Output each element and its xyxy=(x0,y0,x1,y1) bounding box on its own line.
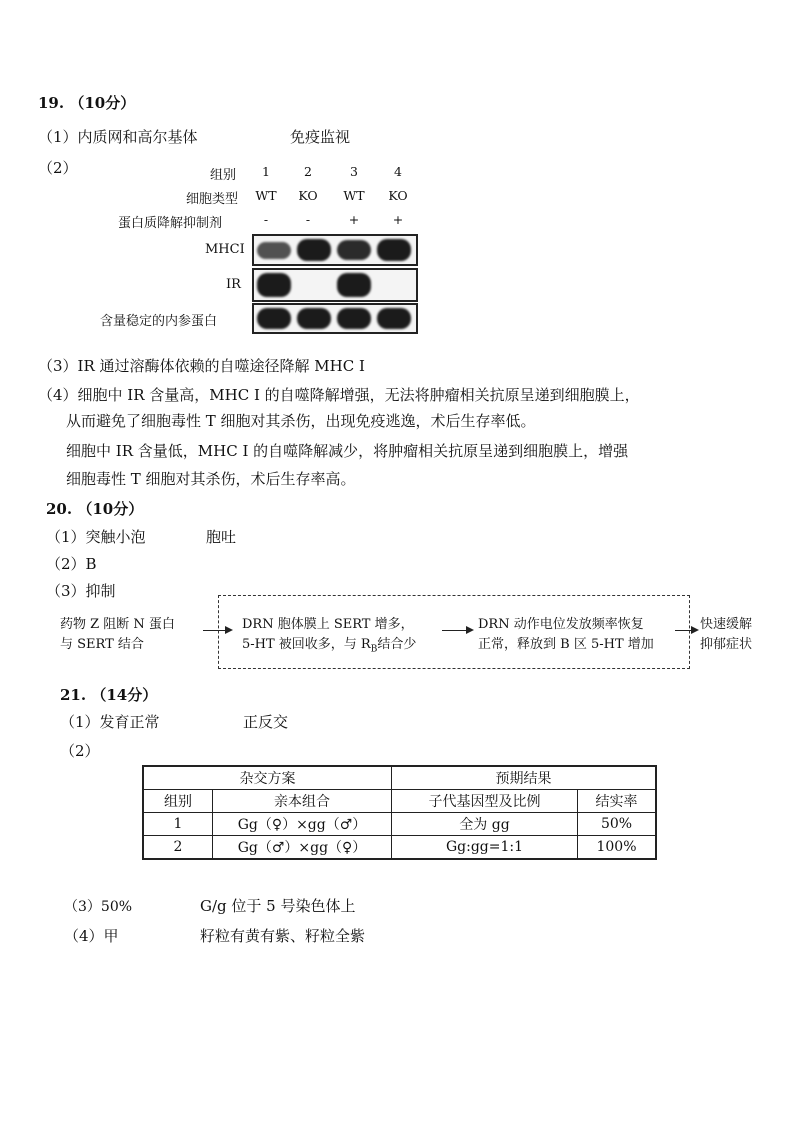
gel-row-header-celltype: 细胞类型 xyxy=(186,192,239,207)
table-cell: Gg（♀）×gg（♂） xyxy=(213,813,392,836)
gel-band-ref-2 xyxy=(297,308,331,329)
q19-part3-answer: （3）IR 通过溶酶体依赖的自噬途径降解 MHC I xyxy=(38,357,365,375)
gel-row-header-group: 组别 xyxy=(210,168,237,183)
table-cell: 1 xyxy=(143,813,213,836)
q20-part1-answer2: 胞吐 xyxy=(206,528,237,546)
q19-part4-line1: （4）细胞中 IR 含量高，MHC I 的自噬降解增强，无法将肿瘤相关抗原呈递到细胞膜上， xyxy=(38,386,640,404)
q19-part4-line2: 从而避免了细胞毒性 T 细胞对其杀伤，出现免疫逃逸，术后生存率低。 xyxy=(66,412,536,430)
gel-band-ref-4 xyxy=(377,308,411,329)
gel-group-1: 1 xyxy=(262,164,270,179)
flow-step2-line2 xyxy=(242,633,416,655)
table-cell: 全为 gg xyxy=(392,813,578,836)
flow-step3-line2: 正常，释放到 B 区 5-HT 增加 xyxy=(478,637,654,652)
q21-part2-label: （2） xyxy=(60,742,100,760)
table-subheader-seedset: 结实率 xyxy=(578,790,657,813)
flow-step2-line2-a: 5-HT 被回收多，与 R xyxy=(242,637,371,652)
table-subheader-offspring: 子代基因型及比例 xyxy=(392,790,578,813)
q21-part4-answer2: 籽粒有黄有紫、籽粒全紫 xyxy=(200,927,366,945)
gel-lane-ref xyxy=(252,303,418,334)
gel-band-mhci-2 xyxy=(297,239,331,261)
table-header-scheme: 杂交方案 xyxy=(143,766,392,790)
gel-band-mhci-1 xyxy=(257,242,291,259)
gel-band-ref-3 xyxy=(337,308,371,329)
flow-dashed-box xyxy=(218,595,690,669)
flow-step1-line1: 药物 Z 阻断 N 蛋白 xyxy=(60,617,175,632)
flow-step2-subscript: B xyxy=(370,644,378,655)
gel-label-mhci: MHCI xyxy=(205,242,245,257)
table-cell: Gg（♂）×gg（♀） xyxy=(213,836,392,860)
gel-group-2: 2 xyxy=(304,164,312,179)
gel-row-header-inhibitor: 蛋白质降解抑制剂 xyxy=(118,216,223,231)
q19-part2-label: （2） xyxy=(38,159,78,177)
gel-label-ref: 含量稳定的内参蛋白 xyxy=(100,314,218,329)
gel-inhibitor-2: - xyxy=(305,212,311,227)
q21-part4-answer: （4）甲 xyxy=(64,927,119,945)
gel-inhibitor-1: - xyxy=(263,212,269,227)
table-cell: 100% xyxy=(578,836,657,860)
q20-heading: 20. （10分） xyxy=(46,500,144,518)
gel-band-ir-1 xyxy=(257,273,291,297)
gel-group-3: 3 xyxy=(350,164,358,179)
table-cell: 50% xyxy=(578,813,657,836)
q20-part3-answer: （3）抑制 xyxy=(46,582,116,600)
table-subheader-parents: 亲本组合 xyxy=(213,790,392,813)
q19-heading: 19. （10分） xyxy=(38,94,136,112)
gel-inhibitor-3: + xyxy=(348,212,360,227)
table-header-result: 预期结果 xyxy=(392,766,657,790)
gel-lane-mhci xyxy=(252,234,418,266)
table-cell: Gg:gg=1:1 xyxy=(392,836,578,860)
gel-lane-ir xyxy=(252,268,418,302)
flow-arrow-3 xyxy=(675,630,697,631)
table-header-row xyxy=(143,766,656,790)
flow-step2-line1: DRN 胞体膜上 SERT 增多， xyxy=(242,617,414,632)
gel-celltype-1: WT xyxy=(255,188,277,203)
flow-step1-line2: 与 SERT 结合 xyxy=(60,637,144,652)
gel-label-ir: IR xyxy=(226,277,241,292)
q19-part1-answer: （1）内质网和高尔基体 xyxy=(38,128,198,146)
table-row xyxy=(143,836,656,860)
gel-band-mhci-3 xyxy=(337,240,371,260)
table-row xyxy=(143,813,656,836)
q20-part1-answer: （1）突触小泡 xyxy=(46,528,146,546)
gel-celltype-4: KO xyxy=(388,188,408,203)
q19-part4-line4: 细胞毒性 T 细胞对其杀伤，术后生存率高。 xyxy=(66,470,356,488)
gel-celltype-3: WT xyxy=(343,188,365,203)
gel-band-ref-1 xyxy=(257,308,291,329)
gel-celltype-2: KO xyxy=(298,188,318,203)
flow-step4-line2: 抑郁症状 xyxy=(700,637,753,652)
gel-band-mhci-4 xyxy=(377,239,411,261)
flow-step2-line2-b: 结合少 xyxy=(377,637,417,652)
flow-arrow-2 xyxy=(442,630,472,631)
q21-part1-answer2: 正反交 xyxy=(243,713,289,731)
q21-part3-answer2: G/g 位于 5 号染色体上 xyxy=(200,897,356,915)
flow-step3-line1: DRN 动作电位发放频率恢复 xyxy=(478,617,644,632)
gel-inhibitor-4: + xyxy=(392,212,404,227)
q20-part2-answer: （2）B xyxy=(46,555,97,573)
table-cell: 2 xyxy=(143,836,213,860)
q19-part4-line3: 细胞中 IR 含量低，MHC I 的自噬降解减少，将肿瘤相关抗原呈递到细胞膜上，增强 xyxy=(66,442,629,460)
q21-heading: 21. （14分） xyxy=(60,686,158,704)
flow-step4-line1: 快速缓解 xyxy=(700,617,753,632)
table-subheader-group: 组别 xyxy=(143,790,213,813)
table-subheader-row xyxy=(143,790,656,813)
cross-scheme-table xyxy=(142,765,657,860)
q21-part1-answer: （1）发育正常 xyxy=(60,713,160,731)
gel-group-4: 4 xyxy=(394,164,402,179)
gel-band-ir-3 xyxy=(337,273,371,297)
q19-part1-answer2: 免疫监视 xyxy=(290,128,351,146)
q21-part3-answer: （3）50% xyxy=(64,899,133,915)
